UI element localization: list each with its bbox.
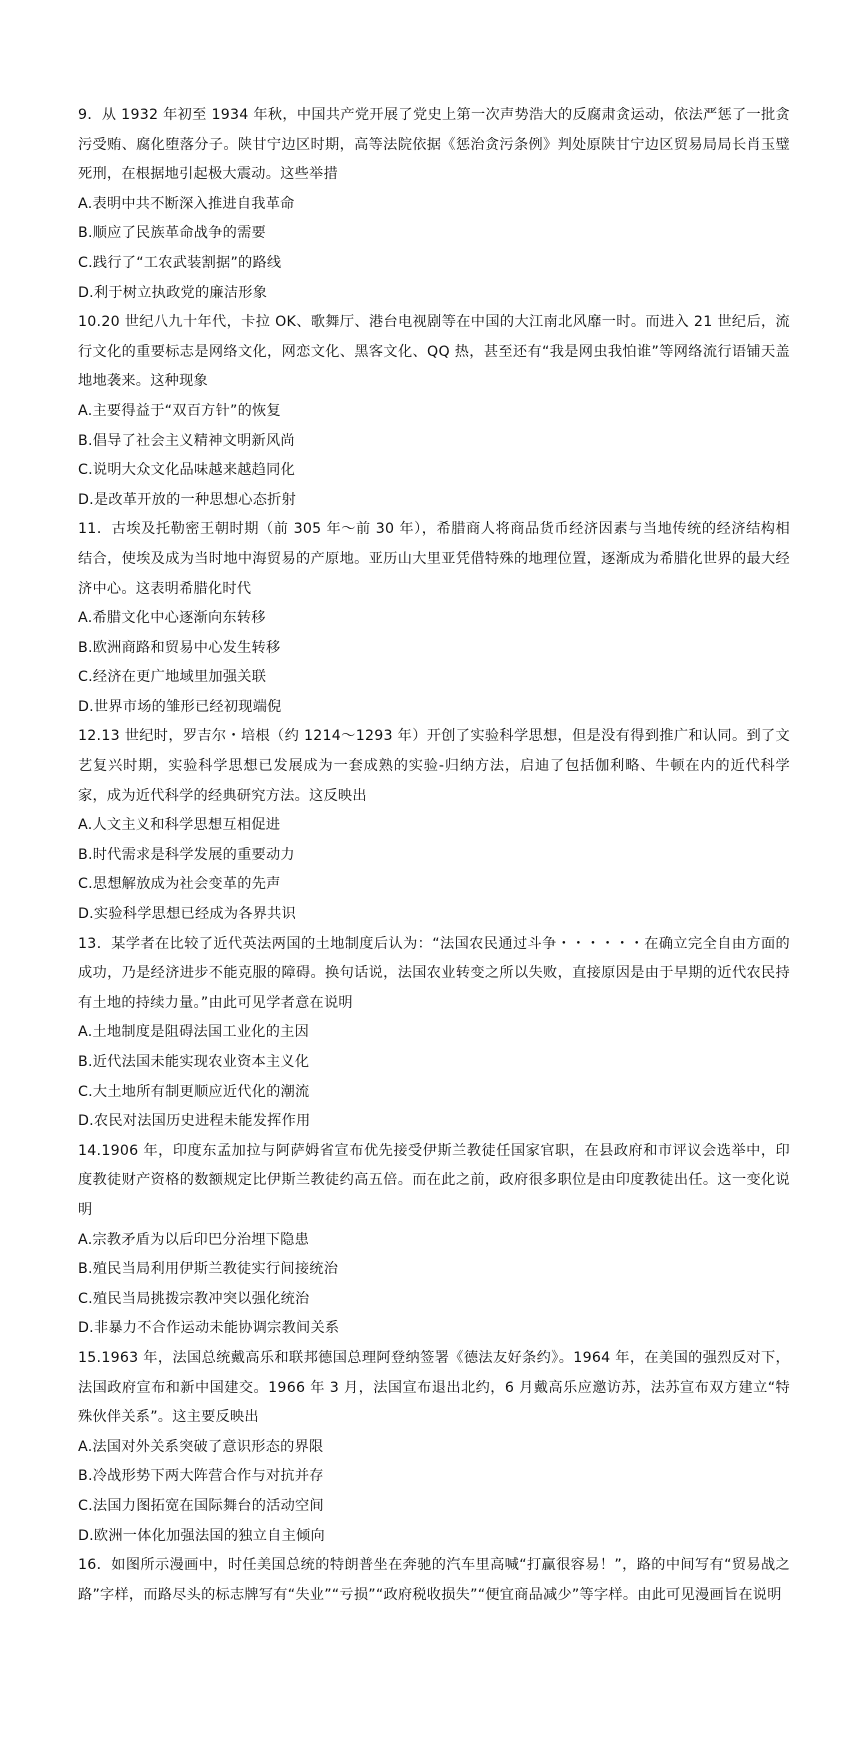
option-a: A.宗教矛盾为以后印巴分治埋下隐患	[78, 1231, 310, 1248]
option-a: A.主要得益于“双百方针”的恢复	[78, 402, 281, 419]
question-stem: 10.20 世纪八九十年代，卡拉 OK、歌舞厅、港台电视剧等在中国的大江南北风靡一时。而进入 21 世纪后，流行文化的重要标志是网络文化，网恋文化、黑客文化、QQ 热，甚至还有“我是网虫我怕谁”等网络流行语铺天盖地地袭来。这种现象	[78, 314, 790, 390]
option-a: A.人文主义和科学思想互相促进	[78, 817, 281, 834]
option-c: C.殖民当局挑拨宗教冲突以强化统治	[78, 1290, 310, 1307]
question-11	[78, 515, 790, 722]
question-stem: 16．如图所示漫画中，时任美国总统的特朗普坐在奔驰的汽车里高喊“打赢很容易！”，路的中间写有“贸易战之路”字样，而路尽头的标志牌写有“失业”“亏损”“政府税收损失”“便宜商品减少”等字样。由此可见漫画旨在说明	[78, 1557, 790, 1603]
option-a: A.表明中共不断深入推进自我革命	[78, 195, 295, 212]
option-d: D.农民对法国历史进程未能发挥作用	[78, 1113, 311, 1130]
option-a: A.法国对外关系突破了意识形态的界限	[78, 1438, 324, 1455]
question-stem: 15.1963 年，法国总统戴高乐和联邦德国总理阿登纳签署《德法友好条约》。1964 年，在美国的强烈反对下，法国政府宣布和新中国建交。1966 年 3 月，法国宣布退出北约，6 月戴高乐应邀访苏，法苏宣布双方建立“特殊伙伴关系”。这主要反映出	[78, 1349, 790, 1426]
option-d: D.利于树立执政党的廉洁形象	[78, 284, 268, 301]
question-stem: 11．古埃及托勒密王朝时期（前 305 年～前 30 年），希腊商人将商品货币经济因素与当地传统的经济结构相结合，使埃及成为当时地中海贸易的产原地。亚历山大里亚凭借特殊的地理位置，逐渐成为希腊化世界的最大经济中心。这表明希腊化时代	[78, 521, 790, 597]
option-a: A.希腊文化中心逐渐向东转移	[78, 610, 266, 627]
question-16	[78, 1551, 790, 1610]
option-c: C.法国力图拓宽在国际舞台的活动空间	[78, 1497, 324, 1514]
question-13	[78, 930, 790, 1137]
option-d: D.非暴力不合作运动未能协调宗教间关系	[78, 1320, 340, 1337]
option-d: D.欧洲一体化加强法国的独立自主倾向	[78, 1527, 325, 1544]
option-b: B.殖民当局利用伊斯兰教徒实行间接统治	[78, 1261, 339, 1278]
option-b: B.时代需求是科学发展的重要动力	[78, 846, 295, 863]
question-14	[78, 1137, 790, 1344]
option-c: C.践行了“工农武装割据”的路线	[78, 254, 282, 271]
option-b: B.顺应了民族革命战争的需要	[78, 225, 266, 242]
question-stem: 14.1906 年，印度东孟加拉与阿萨姆省宣布优先接受伊斯兰教徒任国家官职，在县政府和市评议会选举中，印度教徒财产资格的数额规定比伊斯兰教徒约高五倍。而在此之前，政府很多职位是由印度教徒出任。这一变化说明	[78, 1142, 790, 1218]
option-b: B.倡导了社会主义精神文明新风尚	[78, 432, 295, 449]
option-c: C.思想解放成为社会变革的先声	[78, 876, 281, 893]
option-a: A.土地制度是阻碍法国工业化的主因	[78, 1024, 310, 1041]
option-d: D.世界市场的雏形已经初现端倪	[78, 698, 282, 715]
option-c: C.说明大众文化品味越来越趋同化	[78, 462, 296, 479]
question-stem: 9．从 1932 年初至 1934 年秋，中国共产党开展了党史上第一次声势浩大的反腐肃贪运动，依法严惩了一批贪污受贿、腐化堕落分子。陕甘宁边区时期，高等法院依据《惩治贪污条例》判处原陕甘宁边区贸易局局长肖玉璧死刑，在根据地引起极大震动。这些举措	[78, 107, 790, 183]
question-stem: 12.13 世纪时，罗吉尔・培根（约 1214～1293 年）开创了实验科学思想，但是没有得到推广和认同。到了文艺复兴时期，实验科学思想已发展成为一套成熟的实验-归纳方法，启迪了包括伽利略、牛顿在内的近代科学家，成为近代科学的经典研究方法。这反映出	[78, 728, 790, 804]
question-stem: 13．某学者在比较了近代英法两国的土地制度后认为：“法国农民通过斗争・・・・・・在确立完全自由方面的成功，乃是经济进步不能克服的障碍。换句话说，法国农业转变之所以失败，直接原因是由于早期的近代农民持有土地的持续力量。”由此可见学者意在说明	[78, 935, 790, 1011]
option-b: B.欧洲商路和贸易中心发生转移	[78, 639, 281, 656]
question-9	[78, 101, 790, 308]
option-d: D.是改革开放的一种思想心态折射	[78, 491, 297, 508]
question-10	[78, 308, 790, 515]
option-b: B.近代法国未能实现农业资本主义化	[78, 1054, 310, 1070]
question-15	[78, 1344, 790, 1551]
question-12	[78, 722, 790, 929]
option-b: B.冷战形势下两大阵营合作与对抗并存	[78, 1468, 324, 1485]
option-c: C.经济在更广地域里加强关联	[78, 669, 267, 686]
option-d: D.实验科学思想已经成为各界共识	[78, 906, 297, 923]
option-c: C.大土地所有制更顺应近代化的潮流	[78, 1083, 310, 1100]
